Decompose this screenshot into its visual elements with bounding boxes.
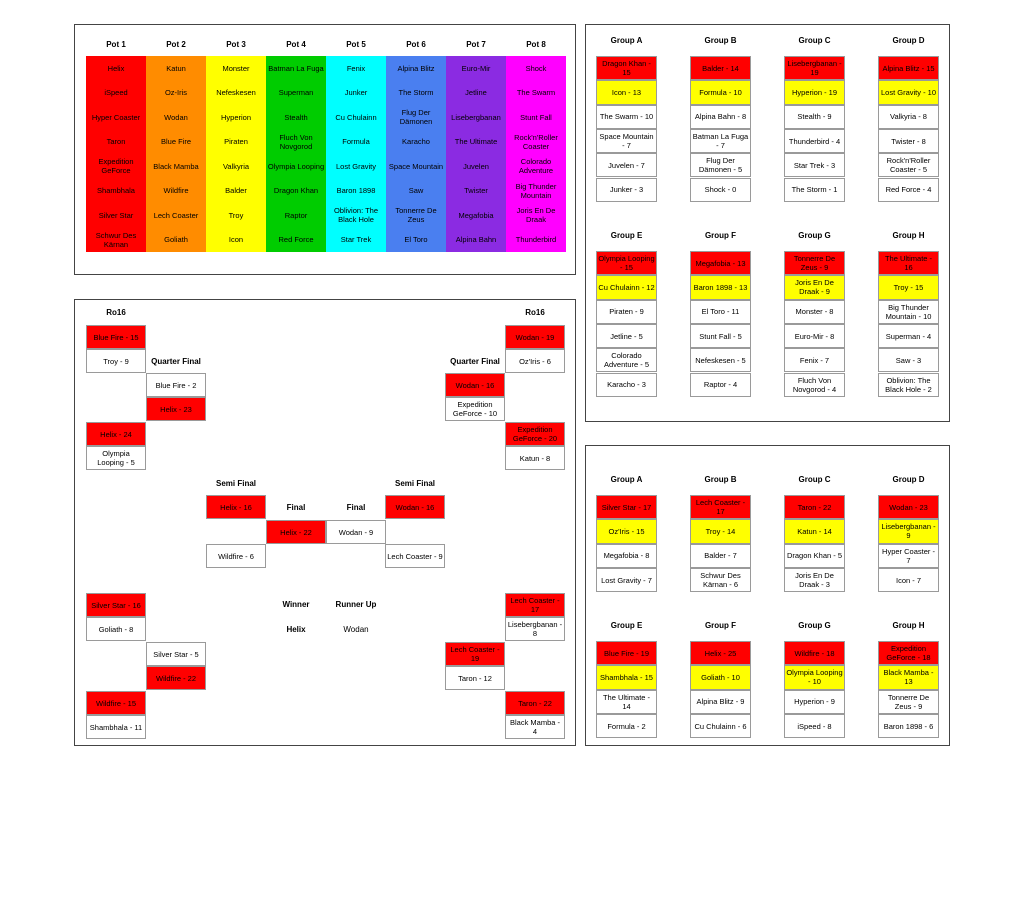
pot-column xyxy=(506,56,566,252)
group-header: Group F xyxy=(704,231,737,240)
group-team: Olympia Looping - 15 xyxy=(596,251,657,275)
pot-item: Lost Gravity xyxy=(335,161,376,171)
pot-item: El Toro xyxy=(404,235,428,245)
pot-item: Stunt Fall xyxy=(520,112,552,122)
group-team: Thunderbird - 4 xyxy=(784,129,845,153)
group-header: Group B xyxy=(704,36,737,45)
bracket-match-l-q2b: Wildfire - 22 xyxy=(146,666,206,690)
group-header: Group D xyxy=(892,475,925,484)
pot-item: Big Thunder Mountain xyxy=(515,181,557,200)
pot-item: Junker xyxy=(344,88,368,98)
group-team: Balder - 14 xyxy=(690,56,751,80)
pot-column xyxy=(86,56,146,252)
pot-item: Monster xyxy=(222,63,250,73)
pot-item: Cu Chulainn xyxy=(335,112,377,122)
pot-header: Pot 3 xyxy=(226,40,246,49)
bracket-match-l-q1a: Blue Fire - 2 xyxy=(146,373,206,397)
runner-up-name: Wodan xyxy=(343,625,369,634)
bracket-match-l-s1: Helix - 16 xyxy=(206,495,266,519)
group-team: Black Mamba - 13 xyxy=(878,665,939,689)
pot-column xyxy=(386,56,446,252)
pot-item: Lech Coaster xyxy=(153,210,199,220)
group-team: Hyperion - 9 xyxy=(784,690,845,714)
group-team: Karacho - 3 xyxy=(596,373,657,397)
group-team: Alpina Bahn - 8 xyxy=(690,105,751,129)
pot-column xyxy=(266,56,326,252)
group-team: Dragon Khan - 15 xyxy=(596,56,657,80)
bracket-match-r-r2a: Expedition GeForce - 20 xyxy=(505,422,565,446)
pot-header: Pot 7 xyxy=(466,40,486,49)
groups-round1 xyxy=(586,25,949,421)
pot-item: Batman La Fuga xyxy=(268,63,324,73)
group-team: Blue Fire - 19 xyxy=(596,641,657,665)
bracket-match-l-r4a: Wildfire - 15 xyxy=(86,691,146,715)
pot-item: Wildfire xyxy=(163,186,189,196)
pot-item: Alpina Blitz xyxy=(397,63,435,73)
pot-item: Baron 1898 xyxy=(336,186,376,196)
bracket-match-l-r4b: Shambhala - 11 xyxy=(86,715,146,739)
pot-item: Silver Star xyxy=(98,210,134,220)
pot-item: Nefeskesen xyxy=(216,88,256,98)
pot-item: Blue Fire xyxy=(160,137,191,147)
group-team: Piraten - 9 xyxy=(596,300,657,324)
group-header: Group D xyxy=(892,36,925,45)
group-team: Alpina Blitz - 9 xyxy=(690,690,751,714)
group-team: Baron 1898 - 6 xyxy=(878,714,939,738)
bracket-match-r-s1: Wodan - 16 xyxy=(385,495,445,519)
group-team: Star Trek - 3 xyxy=(784,153,845,177)
group-team: Lost Gravity - 7 xyxy=(596,568,657,592)
pot-item: iSpeed xyxy=(104,88,128,98)
bracket-match-l-q1b: Helix - 23 xyxy=(146,397,206,421)
group-team: Lost Gravity - 10 xyxy=(878,80,939,104)
pot-item: Schwur Des Kärnan xyxy=(95,230,137,249)
bracket-match-r-r1a: Wodan - 19 xyxy=(505,325,565,349)
group-header: Group A xyxy=(610,36,643,45)
pot-item: Black Mamba xyxy=(153,161,199,171)
pot-item: Icon xyxy=(228,235,244,245)
group-team: Dragon Khan - 5 xyxy=(784,544,845,568)
winner-label: Winner xyxy=(282,600,310,609)
group-team: Silver Star - 17 xyxy=(596,495,657,519)
pot-item: Thunderbird xyxy=(515,235,557,245)
group-team: Lisebergbanan - 9 xyxy=(878,519,939,543)
group-team: Goliath - 10 xyxy=(690,665,751,689)
groups-round1-panel xyxy=(585,24,950,422)
pot-item: Fluch Von Novgorod xyxy=(279,132,313,151)
group-team: Monster - 8 xyxy=(784,300,845,324)
group-team: Oz'Iris - 15 xyxy=(596,519,657,543)
group-team: Juvelen - 7 xyxy=(596,153,657,177)
semi-final-right-label: Semi Final xyxy=(394,479,435,488)
group-header: Group F xyxy=(704,621,737,630)
pot-header: Pot 1 xyxy=(106,40,126,49)
group-team: Lisebergbanan - 19 xyxy=(784,56,845,80)
pot-item: Olympia Looping xyxy=(267,161,325,171)
group-team: Shambhala - 15 xyxy=(596,665,657,689)
group-team: Hyperion - 19 xyxy=(784,80,845,104)
ro16-right-label: Ro16 xyxy=(525,308,545,317)
pot-item: Raptor xyxy=(284,210,308,220)
group-team: Rock'n'Roller Coaster - 5 xyxy=(878,153,939,177)
group-team: Joris En De Draak - 9 xyxy=(784,275,845,299)
pot-item: Megafobia xyxy=(458,210,494,220)
pot-header: Pot 8 xyxy=(526,40,546,49)
bracket-match-f-r: Wodan - 9 xyxy=(326,520,386,544)
groups-round2 xyxy=(586,446,949,745)
group-team: Oblivion: The Black Hole - 2 xyxy=(878,373,939,397)
group-team: Schwur Des Kärnan - 6 xyxy=(690,568,751,592)
group-team: Lech Coaster - 17 xyxy=(690,495,751,519)
group-team: Junker - 3 xyxy=(596,178,657,202)
pot-item: Juvelen xyxy=(463,161,489,171)
group-header: Group B xyxy=(704,475,737,484)
pot-item: Shambhala xyxy=(97,186,135,196)
bracket-match-r-r3a: Lech Coaster - 17 xyxy=(505,593,565,617)
group-team: Formula - 10 xyxy=(690,80,751,104)
pot-item: Joris En De Draak xyxy=(516,206,556,225)
pot-item: Hyperion xyxy=(220,112,251,122)
group-team: Icon - 13 xyxy=(596,80,657,104)
quarter-final-right-label: Quarter Final xyxy=(450,357,500,366)
bracket-match-l-r2b: Olympia Looping - 5 xyxy=(86,446,146,470)
pot-item: Rock'n'Roller Coaster xyxy=(514,132,558,151)
bracket-match-r-r2b: Katun - 8 xyxy=(505,446,565,470)
group-team: Saw - 3 xyxy=(878,348,939,372)
pot-item: Balder xyxy=(225,186,247,196)
group-team: Katun - 14 xyxy=(784,519,845,543)
group-team: Joris En De Draak - 3 xyxy=(784,568,845,592)
group-team: Wodan - 23 xyxy=(878,495,939,519)
pot-item: Twister xyxy=(464,186,488,196)
bracket-match-l-r3b: Goliath - 8 xyxy=(86,617,146,641)
group-team: The Ultimate - 16 xyxy=(878,251,939,275)
group-team: Taron - 22 xyxy=(784,495,845,519)
group-team: Colorado Adventure - 5 xyxy=(596,348,657,372)
pot-item: Piraten xyxy=(224,137,248,147)
pot-item: Hyper Coaster xyxy=(91,112,141,122)
group-team: The Swarm - 10 xyxy=(596,105,657,129)
group-team: Space Mountain - 7 xyxy=(596,129,657,153)
group-team: Tonnerre De Zeus - 9 xyxy=(878,690,939,714)
group-team: Fenix - 7 xyxy=(784,348,845,372)
bracket-panel xyxy=(74,299,576,746)
pot-item: Katun xyxy=(166,63,186,73)
group-team: iSpeed - 8 xyxy=(784,714,845,738)
group-team: Stunt Fall - 5 xyxy=(690,324,751,348)
bracket-match-r-q2b: Taron - 12 xyxy=(445,666,505,690)
pot-item: The Swarm xyxy=(516,88,556,98)
group-team: Tonnerre De Zeus - 9 xyxy=(784,251,845,275)
group-team: El Toro - 11 xyxy=(690,300,751,324)
bracket-match-l-r1a: Blue Fire - 15 xyxy=(86,325,146,349)
runner-up-label: Runner Up xyxy=(335,600,377,609)
pot-item: Tonnerre De Zeus xyxy=(395,206,437,225)
pot-item: Karacho xyxy=(402,137,430,147)
bracket-match-l-r3a: Silver Star - 16 xyxy=(86,593,146,617)
bracket-match-r-q1a: Wodan - 16 xyxy=(445,373,505,397)
group-team: Hyper Coaster - 7 xyxy=(878,544,939,568)
pot-item: Fenix xyxy=(346,63,366,73)
group-team: Stealth - 9 xyxy=(784,105,845,129)
quarter-final-left-label: Quarter Final xyxy=(151,357,201,366)
group-team: Fluch Von Novgorod - 4 xyxy=(784,373,845,397)
pot-item: Troy xyxy=(228,210,244,220)
group-team: Wildfire - 18 xyxy=(784,641,845,665)
pot-item: Taron xyxy=(106,137,126,147)
pot-item: Shock xyxy=(525,63,547,73)
group-header: Group G xyxy=(798,621,831,630)
pot-item: Valkyria xyxy=(222,161,250,171)
pot-item: Colorado Adventure xyxy=(518,157,554,176)
bracket-match-l-r1b: Troy - 9 xyxy=(86,349,146,373)
group-team: Raptor - 4 xyxy=(690,373,751,397)
group-team: Balder - 7 xyxy=(690,544,751,568)
pot-item: Red Force xyxy=(278,235,314,245)
bracket-match-f-l: Helix - 22 xyxy=(266,520,326,544)
final-right-label: Final xyxy=(346,503,366,512)
semi-final-left-label: Semi Final xyxy=(215,479,256,488)
group-team: The Storm - 1 xyxy=(784,178,845,202)
bracket-match-l-q2a: Silver Star - 5 xyxy=(146,642,206,666)
group-team: Cu Chulainn - 12 xyxy=(596,275,657,299)
pot-header: Pot 6 xyxy=(406,40,426,49)
group-header: Group C xyxy=(798,475,831,484)
group-team: Alpina Blitz - 15 xyxy=(878,56,939,80)
pot-column xyxy=(206,56,266,252)
group-team: Big Thunder Mountain - 10 xyxy=(878,300,939,324)
group-header: Group E xyxy=(610,231,643,240)
pot-item: Goliath xyxy=(164,235,188,245)
bracket-match-r-r1b: Oz'Iris - 6 xyxy=(505,349,565,373)
group-header: Group H xyxy=(892,231,925,240)
pot-item: Lisebergbanan xyxy=(451,112,501,122)
pot-item: The Ultimate xyxy=(454,137,498,147)
pot-item: Jetline xyxy=(465,88,487,98)
group-team: Icon - 7 xyxy=(878,568,939,592)
pots-panel xyxy=(74,24,576,275)
pot-item: Alpina Bahn xyxy=(455,235,497,245)
bracket-match-r-r4b: Black Mamba - 4 xyxy=(505,715,565,739)
group-team: Shock - 0 xyxy=(690,178,751,202)
group-team: Cu Chulainn - 6 xyxy=(690,714,751,738)
winner-name: Helix xyxy=(286,625,306,634)
group-team: Troy - 15 xyxy=(878,275,939,299)
pot-header: Pot 5 xyxy=(346,40,366,49)
group-team: Nefeskesen - 5 xyxy=(690,348,751,372)
group-team: Euro-Mir - 8 xyxy=(784,324,845,348)
group-team: Twister - 8 xyxy=(878,129,939,153)
group-header: Group H xyxy=(892,621,925,630)
pots-table xyxy=(75,25,575,274)
pot-header: Pot 2 xyxy=(166,40,186,49)
pot-item: The Storm xyxy=(398,88,434,98)
group-team: Expedition GeForce - 18 xyxy=(878,641,939,665)
group-team: Helix - 25 xyxy=(690,641,751,665)
group-team: The Ultimate - 14 xyxy=(596,690,657,714)
ro16-left-label: Ro16 xyxy=(106,308,126,317)
pot-item: Flug Der Dämonen xyxy=(399,108,433,127)
pot-header: Pot 4 xyxy=(286,40,306,49)
group-header: Group C xyxy=(798,36,831,45)
group-team: Batman La Fuga - 7 xyxy=(690,129,751,153)
final-left-label: Final xyxy=(286,503,306,512)
pot-item: Space Mountain xyxy=(388,161,444,171)
groups-round2-panel xyxy=(585,445,950,746)
pot-item: Stealth xyxy=(284,112,308,122)
bracket-match-r-r3b: Lisebergbanan - 8 xyxy=(505,617,565,641)
group-header: Group A xyxy=(610,475,643,484)
bracket-match-r-s2: Lech Coaster - 9 xyxy=(385,544,445,568)
group-team: Baron 1898 - 13 xyxy=(690,275,751,299)
group-team: Valkyria - 8 xyxy=(878,105,939,129)
pot-item: Star Trek xyxy=(340,235,372,245)
pot-item: Helix xyxy=(107,63,125,73)
group-team: Flug Der Dämonen - 5 xyxy=(690,153,751,177)
group-team: Superman - 4 xyxy=(878,324,939,348)
bracket-match-r-q1b: Expedition GeForce - 10 xyxy=(445,397,505,421)
group-team: Troy - 14 xyxy=(690,519,751,543)
pot-item: Expedition GeForce xyxy=(98,157,134,176)
pot-item: Wodan xyxy=(164,112,188,122)
pot-item: Oz-Iris xyxy=(164,88,188,98)
group-team: Olympia Looping - 10 xyxy=(784,665,845,689)
pot-item: Dragon Khan xyxy=(273,186,319,196)
bracket-match-r-q2a: Lech Coaster - 19 xyxy=(445,642,505,666)
bracket-match-l-s2: Wildfire - 6 xyxy=(206,544,266,568)
group-header: Group E xyxy=(610,621,643,630)
pot-item: Saw xyxy=(408,186,424,196)
pot-item: Superman xyxy=(278,88,314,98)
group-team: Red Force - 4 xyxy=(878,178,939,202)
group-team: Jetline - 5 xyxy=(596,324,657,348)
group-header: Group G xyxy=(798,231,831,240)
pot-item: Formula xyxy=(342,137,370,147)
group-team: Formula - 2 xyxy=(596,714,657,738)
bracket-match-l-r2a: Helix - 24 xyxy=(86,422,146,446)
pot-column xyxy=(326,56,386,252)
pot-column xyxy=(446,56,506,252)
bracket-match-r-r4a: Taron - 22 xyxy=(505,691,565,715)
group-team: Megafobia - 13 xyxy=(690,251,751,275)
knockout-bracket xyxy=(75,300,575,745)
group-team: Megafobia - 8 xyxy=(596,544,657,568)
pot-column xyxy=(146,56,206,252)
pot-item: Euro-Mir xyxy=(461,63,491,73)
pot-item: Oblivion: The Black Hole xyxy=(333,206,379,225)
